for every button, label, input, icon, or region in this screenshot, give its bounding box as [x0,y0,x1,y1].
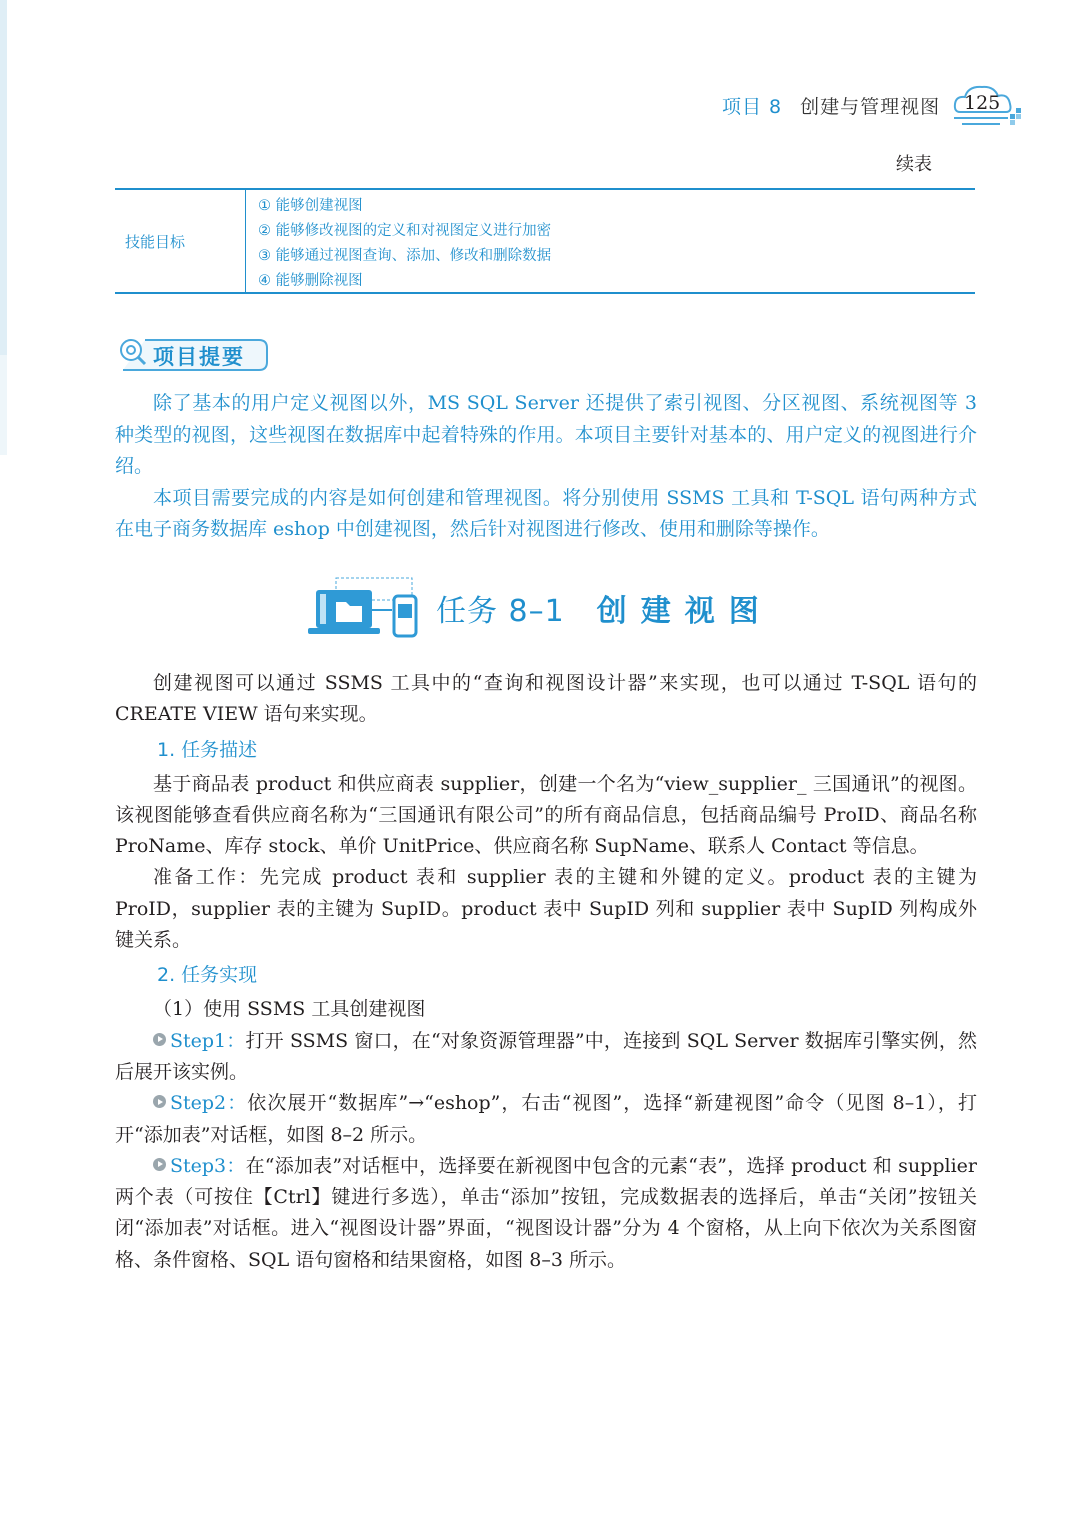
page-number: 125 [964,92,1001,114]
running-header [722,90,940,120]
skill-item: ② 能够修改视图的定义和对视图定义进行加密 [258,223,552,239]
skill-item: ③ 能够通过视图查询、添加、修改和删除数据 [258,248,552,264]
summary-paragraph: 本项目需要完成的内容是如何创建和管理视图。将分别使用 SSMS 工具和 T-SQL 语句两种方式在电子商务数据库 eshop 中创建视图，然后针对视图进行修改、使用和删除等操作。 [115,486,977,540]
step-text: 打开 SSMS 窗口，在“对象资源管理器”中，连接到 SQL Server 数据库引擎实例，然后展开该实例。 [115,1029,977,1083]
step-label: Step2： [170,1092,248,1115]
play-bullet-icon [153,1033,166,1046]
project-summary-body [115,388,977,546]
play-bullet-icon [153,1095,166,1108]
skill-list [246,190,551,292]
page-edge-strip-lower [0,355,7,455]
step-label: Step1： [170,1029,246,1052]
skill-item: ④ 能够删除视图 [258,273,363,289]
play-bullet-icon [153,1158,166,1171]
step-label: Step3： [170,1154,246,1177]
skill-table-label: 技能目标 [115,190,246,292]
step-text: 依次展开“数据库”→“eshop”，右击“视图”，选择“新建视图”命令（见图 8–1），打开“添加表”对话框，如图 8–2 所示。 [115,1092,977,1146]
main-content [115,668,977,1276]
task-name: 创建视图 [596,594,773,629]
preparation-paragraph: 准备工作：先完成 product 表和 supplier 表的主键和外键的定义。product 表的主键为 ProID，supplier 表的主键为 SupID。product 表中 SupID 列和 supplier 表中 SupID 列构成外键关系。 [115,866,977,952]
section-heading-description: 1. 任务描述 [157,738,258,761]
step-paragraph [115,1026,977,1089]
summary-paragraph: 除了基本的用户定义视图以外，MS SQL Server 还提供了索引视图、分区视图、系统视图等 3 种类型的视图，这些视图在数据库中起着特殊的作用。本项目主要针对基本的、用户定义的视图进行介绍。 [115,392,977,477]
task-banner [306,576,773,640]
header-title: 创建与管理视图 [800,95,941,118]
page-number-badge [950,80,1028,130]
description-paragraph: 基于商品表 product 和供应商表 supplier，创建一个名为“view_supplier_ 三国通讯”的视图。该视图能够查看供应商名称为“三国通讯有限公司”的所有商品信息，包括商品编号 ProID、商品名称 ProName、库存 stock、单价 UnitPrice、供应商名称 SupName、联系人 Contact 等信息。 [115,772,977,858]
project-summary-title: 项目提要 [153,345,245,369]
header-project: 项目 8 [722,95,783,118]
skill-item: ① 能够创建视图 [258,198,363,214]
skill-goals-table [115,188,975,294]
page-edge-strip [0,0,7,355]
project-summary-heading [115,334,271,376]
intro-paragraph: 创建视图可以通过 SSMS 工具中的“查询和视图设计器”来实现，也可以通过 T-SQL 语句的 CREATE VIEW 语句来实现。 [115,672,977,726]
task-number: 任务 8–1 [436,594,565,629]
continued-table-label: 续表 [896,154,932,175]
step-text: 在“添加表”对话框中，选择要在新视图中包含的元素“表”，选择 product 和 supplier 两个表（可按住【Ctrl】键进行多选），单击“添加”按钮，完成数据表的选择后，单击“关闭”按钮关闭“添加表”对话框。进入“视图设计器”界面，“视图设计器”分为 4 个窗格，从上向下依次为关系图窗格、条件窗格、SQL 语句窗格和结果窗格，如图 8–3 所示。 [115,1154,977,1271]
laptop-phone-icon [306,576,424,640]
step-paragraph [115,1088,977,1151]
subsection-title: （1）使用 SSMS 工具创建视图 [153,998,426,1021]
section-heading-implementation: 2. 任务实现 [157,964,258,987]
step-paragraph [115,1151,977,1276]
